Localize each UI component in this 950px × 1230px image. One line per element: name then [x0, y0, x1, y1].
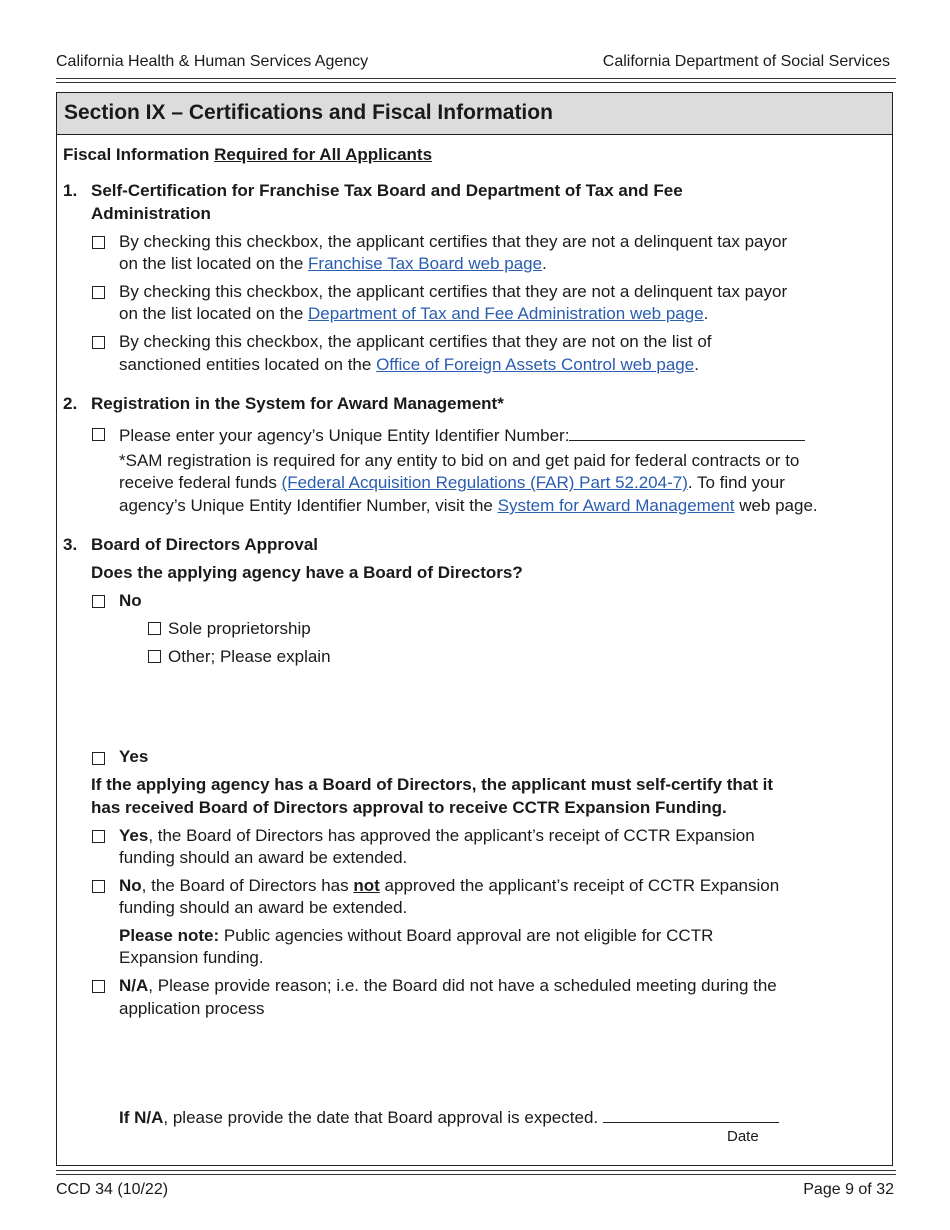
q3-checkbox-no[interactable]: [92, 595, 105, 608]
footer-rule-2: [56, 1174, 896, 1175]
form-number: CCD 34 (10/22): [56, 1181, 169, 1198]
header-rule-2: [56, 82, 896, 83]
q3-note-line1: [119, 925, 713, 947]
q2-note-line3: [119, 495, 818, 517]
q2-title: Registration in the System for Award Management*: [91, 394, 504, 413]
q1-item3-line1: By checking this checkbox, the applicant certifies that they are not on the list of: [119, 332, 712, 351]
page-number: Page 9 of 32: [803, 1181, 894, 1198]
q3-if-line1: If the applying agency has a Board of Directors, the applicant must self-certify that it: [91, 775, 774, 794]
ofac-link[interactable]: Office of Foreign Assets Control web page: [376, 355, 695, 374]
q1-item1-prefix: on the list located on the: [119, 254, 309, 273]
opt-no-bold: No: [119, 876, 142, 895]
uei-input-line[interactable]: [569, 422, 805, 441]
q1-item1-suffix: .: [542, 254, 547, 273]
section-title: Section IX – Certifications and Fiscal Information: [57, 93, 892, 135]
q3-checkbox-approved[interactable]: [92, 830, 105, 843]
q3-checkbox-sole[interactable]: [148, 622, 161, 635]
q3-yes-label: Yes: [119, 747, 149, 766]
q1-item2-line1: By checking this checkbox, the applicant certifies that they are not a delinquent tax payor: [119, 282, 788, 301]
cdtfa-link[interactable]: Department of Tax and Fee Administration web page: [308, 304, 704, 323]
q2-checkbox-uei[interactable]: [92, 428, 105, 441]
q1-number: 1.: [63, 181, 78, 200]
q3-checkbox-other[interactable]: [148, 650, 161, 663]
q1-checkbox-cdtfa[interactable]: [92, 286, 105, 299]
date-caption: Date: [727, 1128, 759, 1145]
q1-item3-prefix: sanctioned entities located on the: [119, 355, 377, 374]
q3-na-line1: [119, 975, 777, 997]
q3-opt-yes-line2: funding should an award be extended.: [119, 848, 408, 867]
na-rest: , Please provide reason; i.e. the Board did not have a scheduled meeting during the: [148, 976, 777, 995]
header-agency: California Health & Human Services Agency: [56, 53, 369, 70]
q2-note-line1: *SAM registration is required for any entity to bid on and get paid for federal contracts or to: [119, 451, 800, 470]
q3-checkbox-yes[interactable]: [92, 752, 105, 765]
q2-note-line2-prefix: receive federal funds: [119, 473, 282, 492]
q2-note-line2: [119, 472, 785, 494]
far-link[interactable]: (Federal Acquisition Regulations (FAR) Part 52.204-7): [281, 473, 688, 492]
q3-question: Does the applying agency have a Board of Directors?: [91, 563, 523, 582]
q3-sole-label: Sole proprietorship: [168, 619, 311, 638]
note-rest: Public agencies without Board approval are not eligible for CCTR: [219, 926, 714, 945]
q3-checkbox-na[interactable]: [92, 980, 105, 993]
header-department: California Department of Social Services: [602, 53, 890, 70]
date-bold: If N/A: [119, 1108, 164, 1127]
q3-opt-yes-line1: [119, 825, 755, 847]
date-input-line[interactable]: [603, 1104, 779, 1123]
q1-checkbox-ofac[interactable]: [92, 336, 105, 349]
q3-number: 3.: [63, 535, 78, 554]
q1-item3-line2: [119, 354, 699, 376]
na-bold: N/A: [119, 976, 149, 995]
ftb-link[interactable]: Franchise Tax Board web page: [308, 254, 543, 273]
q1-item1-line1: By checking this checkbox, the applicant certifies that they are not a delinquent tax payor: [119, 232, 788, 251]
q2-note-line3-suffix: web page.: [734, 496, 818, 515]
opt-no-rest: approved the applicant’s receipt of CCTR Expansion: [379, 876, 780, 895]
header-rule: [56, 78, 896, 79]
q2-note-line2-suffix: . To find your: [687, 473, 785, 492]
fiscal-required: Required for All Applicants: [214, 145, 433, 164]
q3-opt-no-line2: funding should an award be extended.: [119, 898, 408, 917]
q2-number: 2.: [63, 394, 78, 413]
q3-other-label: Other; Please explain: [168, 647, 331, 666]
q1-checkbox-ftb[interactable]: [92, 236, 105, 249]
opt-yes-rest: , the Board of Directors has approved the applicant’s receipt of CCTR Expansion: [148, 826, 755, 845]
q3-title: Board of Directors Approval: [91, 535, 319, 554]
sam-link[interactable]: System for Award Management: [497, 496, 735, 515]
q1-title-line2: Administration: [91, 204, 211, 223]
fiscal-heading: [63, 144, 432, 166]
q3-checkbox-not-approved[interactable]: [92, 880, 105, 893]
q3-na-line2: application process: [119, 999, 265, 1018]
q1-item2-suffix: .: [703, 304, 709, 323]
q3-if-line2: has received Board of Directors approval to receive CCTR Expansion Funding.: [91, 798, 727, 817]
q1-item2-line2: [119, 303, 708, 325]
q1-title-line1: Self-Certification for Franchise Tax Board and Department of Tax and Fee: [91, 181, 683, 200]
opt-no-not: not: [353, 876, 380, 895]
uei-label: Please enter your agency’s Unique Entity Identifier Number:: [119, 426, 570, 445]
q1-item1-line2: [119, 253, 547, 275]
q2-note-line3-prefix: agency’s Unique Entity Identifier Number, visit the: [119, 496, 498, 515]
q3-note-line2: Expansion funding.: [119, 948, 264, 967]
q3-date-row: [119, 1104, 779, 1129]
fiscal-label: Fiscal Information: [63, 145, 210, 164]
q3-opt-no-line1: [119, 875, 779, 897]
opt-no-mid: , the Board of Directors has: [141, 876, 354, 895]
note-bold: Please note:: [119, 926, 220, 945]
footer-rule: [56, 1170, 896, 1171]
opt-yes-bold: Yes: [119, 826, 149, 845]
q2-uei-row: [119, 422, 805, 447]
q1-item2-prefix: on the list located on the: [119, 304, 309, 323]
q3-no-label: No: [119, 591, 142, 610]
date-rest: , please provide the date that Board approval is expected.: [163, 1108, 599, 1127]
q1-item3-suffix: .: [694, 355, 699, 374]
